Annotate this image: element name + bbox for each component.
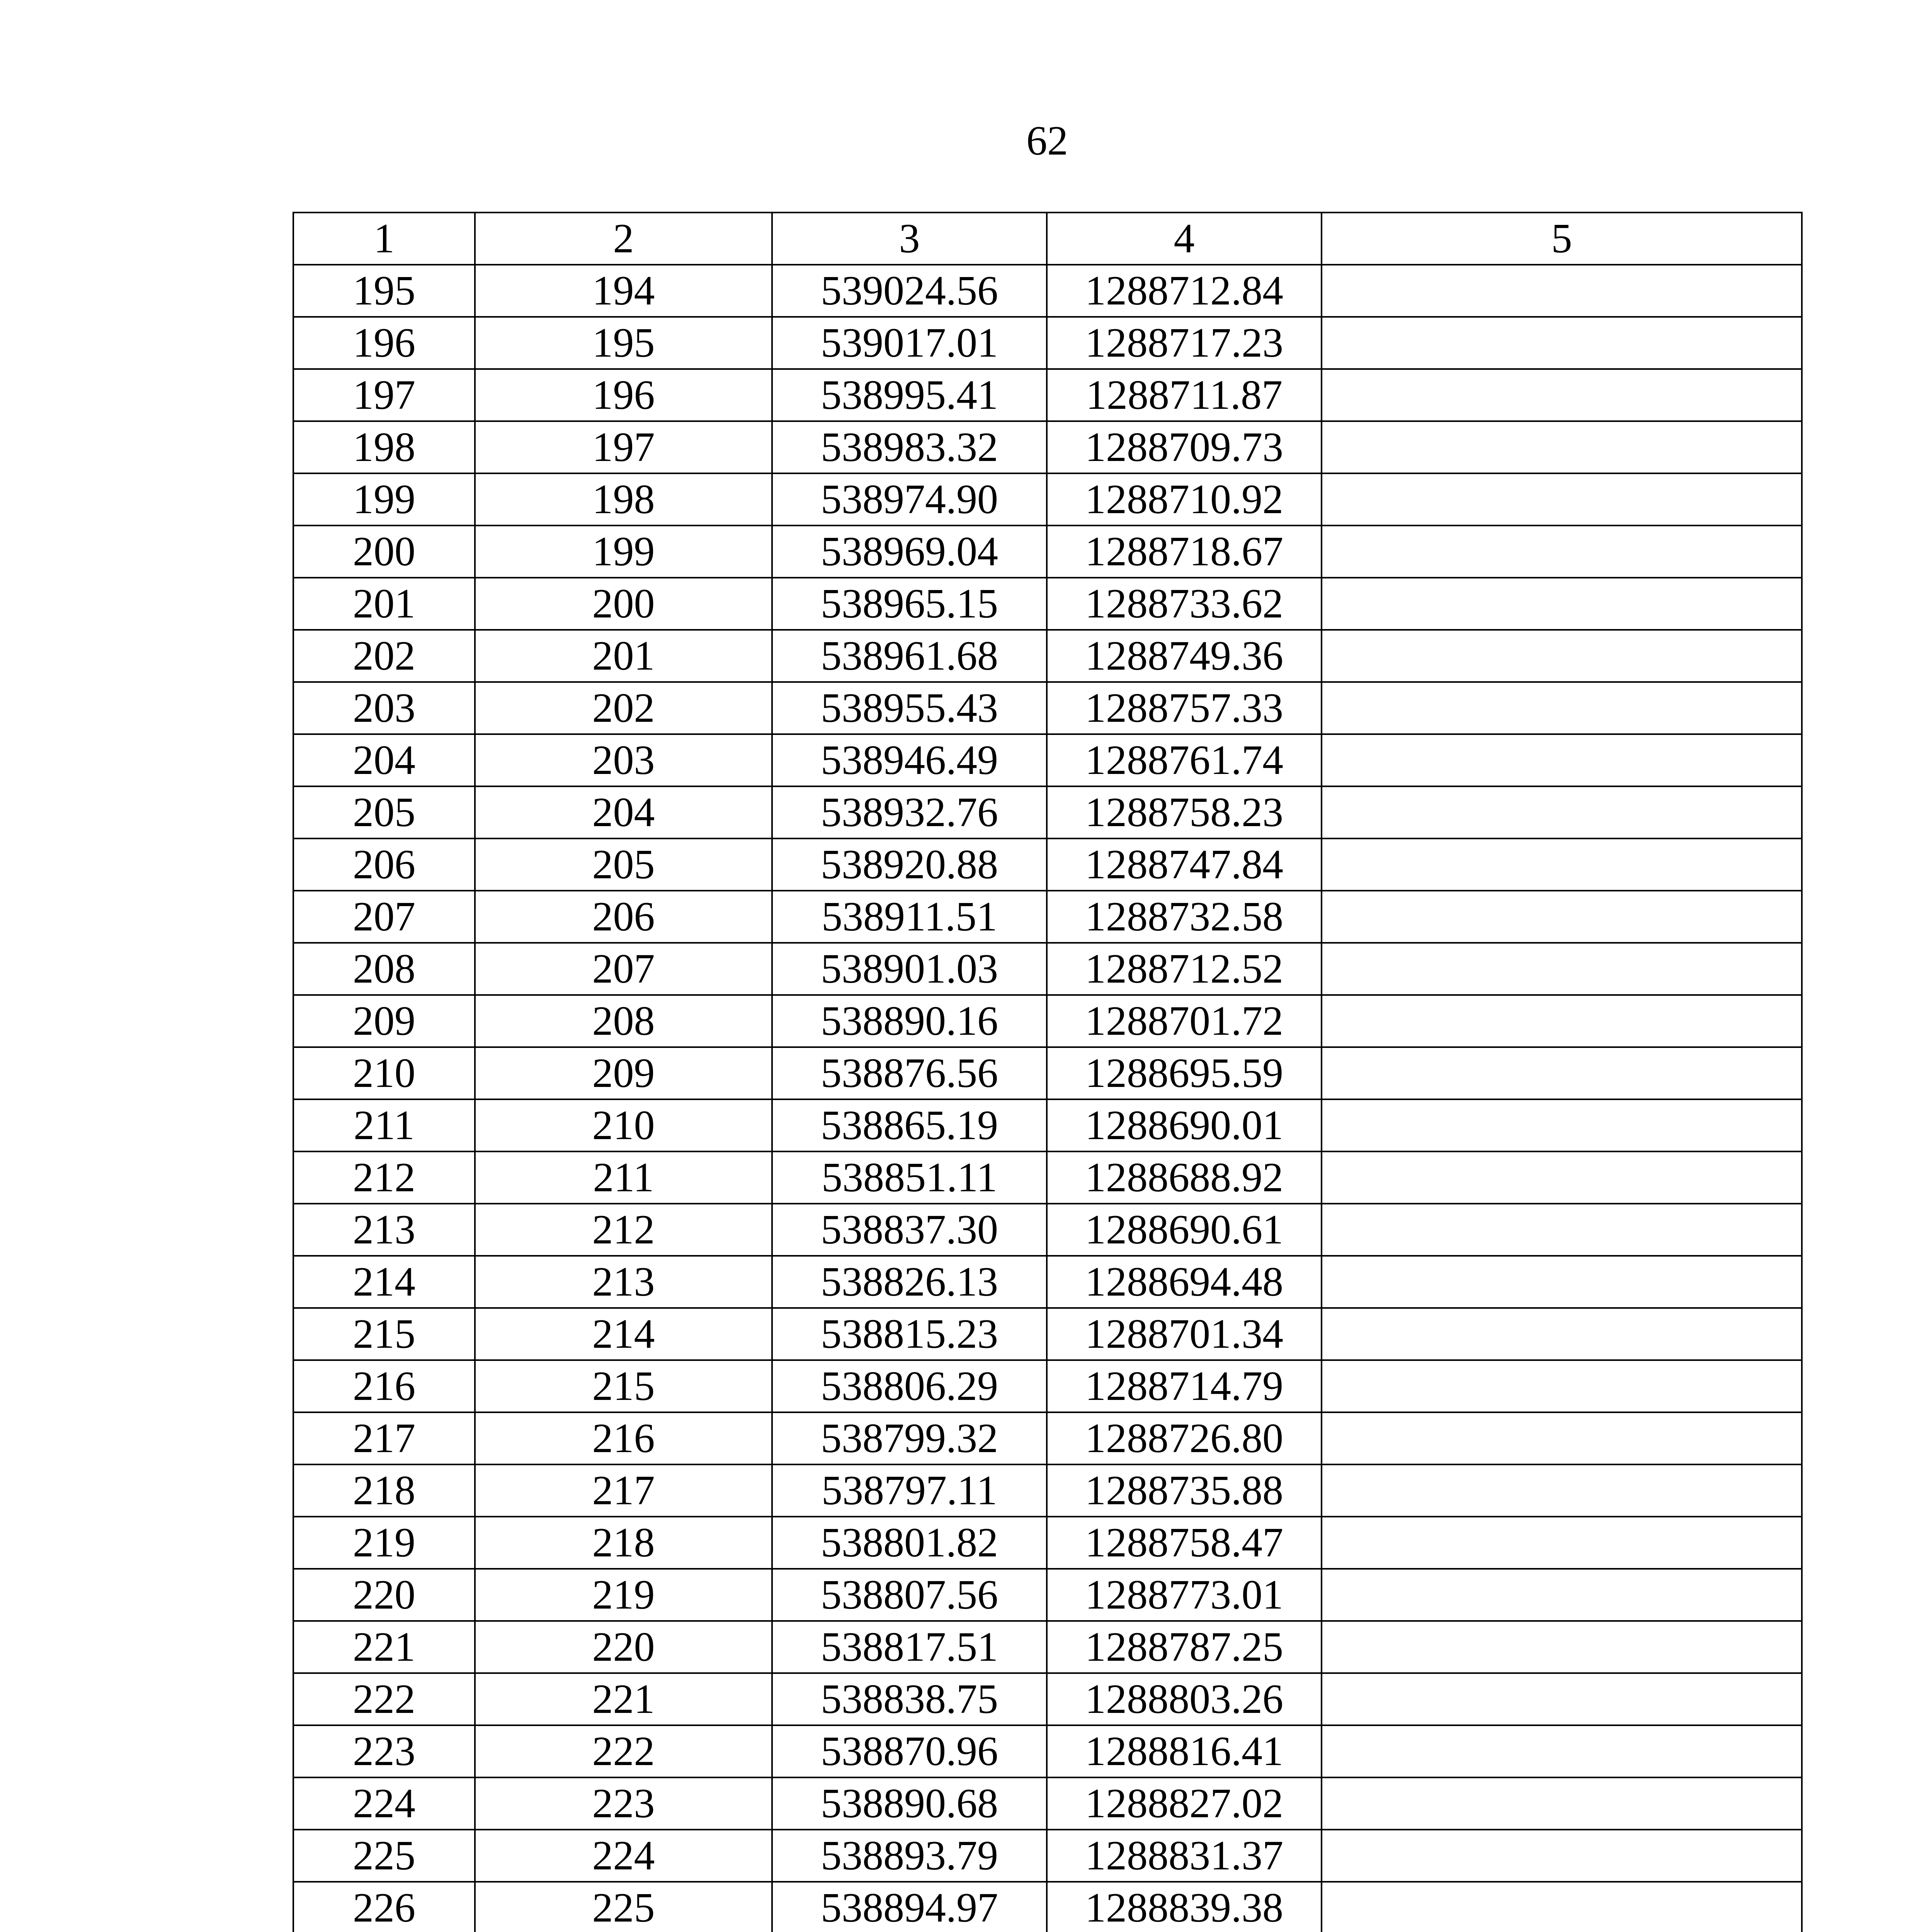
column-header-1: 1: [293, 213, 475, 265]
table-row: [293, 578, 1802, 630]
coordinate-y-cell: 1288690.61: [1047, 1204, 1322, 1256]
table-row: [293, 265, 1802, 317]
table-row: [293, 838, 1802, 891]
point-number-cell: 204: [475, 786, 772, 838]
table-row: [293, 995, 1802, 1047]
table-row: [293, 1830, 1802, 1882]
row-number-cell: 199: [293, 473, 475, 526]
note-cell: [1322, 1256, 1802, 1308]
row-number-cell: 200: [293, 526, 475, 578]
note-cell: [1322, 891, 1802, 943]
point-number-cell: 196: [475, 369, 772, 421]
point-number-cell: 225: [475, 1882, 772, 1932]
table-row: [293, 734, 1802, 786]
row-number-cell: 213: [293, 1204, 475, 1256]
coordinate-y-cell: 1288694.48: [1047, 1256, 1322, 1308]
column-header-2: 2: [475, 213, 772, 265]
coordinate-x-cell: 538799.32: [772, 1412, 1047, 1464]
coordinate-y-cell: 1288710.92: [1047, 473, 1322, 526]
table-row: [293, 1047, 1802, 1099]
coordinate-y-cell: 1288690.01: [1047, 1099, 1322, 1151]
point-number-cell: 195: [475, 317, 772, 369]
row-number-cell: 211: [293, 1099, 475, 1151]
row-number-cell: 198: [293, 421, 475, 473]
row-number-cell: 206: [293, 838, 475, 891]
column-header-5: 5: [1322, 213, 1802, 265]
coordinate-x-cell: 538995.41: [772, 369, 1047, 421]
coordinate-x-cell: 538894.97: [772, 1882, 1047, 1932]
coordinate-y-cell: 1288712.84: [1047, 265, 1322, 317]
point-number-cell: 223: [475, 1777, 772, 1830]
coordinate-y-cell: 1288701.34: [1047, 1308, 1322, 1360]
table-row: [293, 473, 1802, 526]
coordinate-y-cell: 1288747.84: [1047, 838, 1322, 891]
column-header-4: 4: [1047, 213, 1322, 265]
coordinate-x-cell: 538870.96: [772, 1725, 1047, 1777]
note-cell: [1322, 421, 1802, 473]
table-row: [293, 682, 1802, 734]
point-number-cell: 203: [475, 734, 772, 786]
column-header-3: 3: [772, 213, 1047, 265]
coordinate-x-cell: 538801.82: [772, 1517, 1047, 1569]
point-number-cell: 209: [475, 1047, 772, 1099]
coordinate-x-cell: 538961.68: [772, 630, 1047, 682]
point-number-cell: 197: [475, 421, 772, 473]
note-cell: [1322, 1464, 1802, 1517]
note-cell: [1322, 526, 1802, 578]
coordinate-x-cell: 538901.03: [772, 943, 1047, 995]
note-cell: [1322, 682, 1802, 734]
point-number-cell: 224: [475, 1830, 772, 1882]
row-number-cell: 225: [293, 1830, 475, 1882]
coordinate-x-cell: 538817.51: [772, 1621, 1047, 1673]
note-cell: [1322, 1308, 1802, 1360]
table-header: [293, 213, 1802, 265]
point-number-cell: 211: [475, 1151, 772, 1204]
coordinate-x-cell: 538837.30: [772, 1204, 1047, 1256]
table-row: [293, 1621, 1802, 1673]
table-header-row: [293, 213, 1802, 265]
note-cell: [1322, 265, 1802, 317]
row-number-cell: 221: [293, 1621, 475, 1673]
coordinate-y-cell: 1288712.52: [1047, 943, 1322, 995]
row-number-cell: 207: [293, 891, 475, 943]
coordinate-y-cell: 1288726.80: [1047, 1412, 1322, 1464]
coordinate-x-cell: 538974.90: [772, 473, 1047, 526]
coordinate-y-cell: 1288733.62: [1047, 578, 1322, 630]
note-cell: [1322, 995, 1802, 1047]
row-number-cell: 216: [293, 1360, 475, 1412]
coordinate-x-cell: 538969.04: [772, 526, 1047, 578]
note-cell: [1322, 786, 1802, 838]
row-number-cell: 220: [293, 1569, 475, 1621]
coordinate-x-cell: 538815.23: [772, 1308, 1047, 1360]
coordinate-x-cell: 538946.49: [772, 734, 1047, 786]
coordinate-y-cell: 1288714.79: [1047, 1360, 1322, 1412]
coordinate-y-cell: 1288732.58: [1047, 891, 1322, 943]
note-cell: [1322, 473, 1802, 526]
coordinate-y-cell: 1288695.59: [1047, 1047, 1322, 1099]
coordinate-y-cell: 1288827.02: [1047, 1777, 1322, 1830]
coordinate-y-cell: 1288831.37: [1047, 1830, 1322, 1882]
table-row: [293, 786, 1802, 838]
point-number-cell: 210: [475, 1099, 772, 1151]
table-row: [293, 1151, 1802, 1204]
row-number-cell: 217: [293, 1412, 475, 1464]
note-cell: [1322, 1517, 1802, 1569]
table-body: [293, 265, 1802, 1932]
coordinate-x-cell: 538838.75: [772, 1673, 1047, 1725]
point-number-cell: 222: [475, 1725, 772, 1777]
table-row: [293, 317, 1802, 369]
table-row: [293, 1464, 1802, 1517]
row-number-cell: 222: [293, 1673, 475, 1725]
coordinate-x-cell: 538983.32: [772, 421, 1047, 473]
coordinate-x-cell: 538806.29: [772, 1360, 1047, 1412]
note-cell: [1322, 369, 1802, 421]
note-cell: [1322, 630, 1802, 682]
coordinate-y-cell: 1288803.26: [1047, 1673, 1322, 1725]
row-number-cell: 218: [293, 1464, 475, 1517]
page-number: 62: [1026, 118, 1068, 164]
coordinate-y-cell: 1288711.87: [1047, 369, 1322, 421]
coordinate-x-cell: 538876.56: [772, 1047, 1047, 1099]
row-number-cell: 205: [293, 786, 475, 838]
row-number-cell: 202: [293, 630, 475, 682]
table-row: [293, 1256, 1802, 1308]
coordinate-x-cell: 538807.56: [772, 1569, 1047, 1621]
note-cell: [1322, 1047, 1802, 1099]
coordinate-x-cell: 539017.01: [772, 317, 1047, 369]
row-number-cell: 204: [293, 734, 475, 786]
note-cell: [1322, 1412, 1802, 1464]
point-number-cell: 220: [475, 1621, 772, 1673]
coordinate-y-cell: 1288735.88: [1047, 1464, 1322, 1517]
row-number-cell: 203: [293, 682, 475, 734]
row-number-cell: 215: [293, 1308, 475, 1360]
note-cell: [1322, 317, 1802, 369]
table-row: [293, 1725, 1802, 1777]
point-number-cell: 206: [475, 891, 772, 943]
row-number-cell: 195: [293, 265, 475, 317]
note-cell: [1322, 1360, 1802, 1412]
row-number-cell: 209: [293, 995, 475, 1047]
coordinate-y-cell: 1288717.23: [1047, 317, 1322, 369]
row-number-cell: 219: [293, 1517, 475, 1569]
row-number-cell: 196: [293, 317, 475, 369]
coordinate-x-cell: 538797.11: [772, 1464, 1047, 1517]
coordinate-x-cell: 538920.88: [772, 838, 1047, 891]
coordinate-y-cell: 1288688.92: [1047, 1151, 1322, 1204]
coordinate-y-cell: 1288839.38: [1047, 1882, 1322, 1932]
coordinates-table: [293, 212, 1803, 1932]
point-number-cell: 208: [475, 995, 772, 1047]
coordinate-y-cell: 1288749.36: [1047, 630, 1322, 682]
note-cell: [1322, 1830, 1802, 1882]
note-cell: [1322, 1777, 1802, 1830]
point-number-cell: 205: [475, 838, 772, 891]
point-number-cell: 212: [475, 1204, 772, 1256]
coordinate-x-cell: 538911.51: [772, 891, 1047, 943]
table-row: [293, 1777, 1802, 1830]
point-number-cell: 213: [475, 1256, 772, 1308]
coordinate-y-cell: 1288701.72: [1047, 995, 1322, 1047]
coordinate-x-cell: 538826.13: [772, 1256, 1047, 1308]
note-cell: [1322, 1882, 1802, 1932]
row-number-cell: 208: [293, 943, 475, 995]
table-row: [293, 421, 1802, 473]
point-number-cell: 219: [475, 1569, 772, 1621]
note-cell: [1322, 1204, 1802, 1256]
point-number-cell: 218: [475, 1517, 772, 1569]
note-cell: [1322, 1151, 1802, 1204]
row-number-cell: 197: [293, 369, 475, 421]
point-number-cell: 200: [475, 578, 772, 630]
table-row: [293, 1673, 1802, 1725]
note-cell: [1322, 1673, 1802, 1725]
table-row: [293, 369, 1802, 421]
row-number-cell: 210: [293, 1047, 475, 1099]
coordinate-x-cell: 538851.11: [772, 1151, 1047, 1204]
note-cell: [1322, 838, 1802, 891]
point-number-cell: 221: [475, 1673, 772, 1725]
coordinate-x-cell: 538965.15: [772, 578, 1047, 630]
note-cell: [1322, 578, 1802, 630]
table-row: [293, 1360, 1802, 1412]
point-number-cell: 198: [475, 473, 772, 526]
coordinate-x-cell: 538865.19: [772, 1099, 1047, 1151]
table-row: [293, 1099, 1802, 1151]
table-row: [293, 891, 1802, 943]
table-row: [293, 630, 1802, 682]
note-cell: [1322, 1569, 1802, 1621]
note-cell: [1322, 1099, 1802, 1151]
coordinate-y-cell: 1288816.41: [1047, 1725, 1322, 1777]
table-row: [293, 526, 1802, 578]
table-row: [293, 1882, 1802, 1932]
table-row: [293, 1517, 1802, 1569]
table-row: [293, 1569, 1802, 1621]
row-number-cell: 214: [293, 1256, 475, 1308]
coordinate-x-cell: 538932.76: [772, 786, 1047, 838]
coordinate-y-cell: 1288709.73: [1047, 421, 1322, 473]
table-row: [293, 1412, 1802, 1464]
point-number-cell: 215: [475, 1360, 772, 1412]
point-number-cell: 216: [475, 1412, 772, 1464]
note-cell: [1322, 943, 1802, 995]
coordinate-y-cell: 1288758.47: [1047, 1517, 1322, 1569]
table-row: [293, 1204, 1802, 1256]
note-cell: [1322, 1621, 1802, 1673]
coordinate-y-cell: 1288757.33: [1047, 682, 1322, 734]
coordinate-x-cell: 539024.56: [772, 265, 1047, 317]
row-number-cell: 201: [293, 578, 475, 630]
point-number-cell: 199: [475, 526, 772, 578]
point-number-cell: 207: [475, 943, 772, 995]
coordinate-y-cell: 1288718.67: [1047, 526, 1322, 578]
row-number-cell: 226: [293, 1882, 475, 1932]
row-number-cell: 224: [293, 1777, 475, 1830]
coordinate-y-cell: 1288761.74: [1047, 734, 1322, 786]
point-number-cell: 202: [475, 682, 772, 734]
row-number-cell: 223: [293, 1725, 475, 1777]
coordinate-x-cell: 538893.79: [772, 1830, 1047, 1882]
coordinate-x-cell: 538890.68: [772, 1777, 1047, 1830]
point-number-cell: 214: [475, 1308, 772, 1360]
coordinate-y-cell: 1288758.23: [1047, 786, 1322, 838]
point-number-cell: 201: [475, 630, 772, 682]
point-number-cell: 217: [475, 1464, 772, 1517]
coordinate-y-cell: 1288787.25: [1047, 1621, 1322, 1673]
table-row: [293, 943, 1802, 995]
point-number-cell: 194: [475, 265, 772, 317]
row-number-cell: 212: [293, 1151, 475, 1204]
note-cell: [1322, 734, 1802, 786]
coordinate-x-cell: 538955.43: [772, 682, 1047, 734]
coordinate-y-cell: 1288773.01: [1047, 1569, 1322, 1621]
table-row: [293, 1308, 1802, 1360]
note-cell: [1322, 1725, 1802, 1777]
coordinate-x-cell: 538890.16: [772, 995, 1047, 1047]
